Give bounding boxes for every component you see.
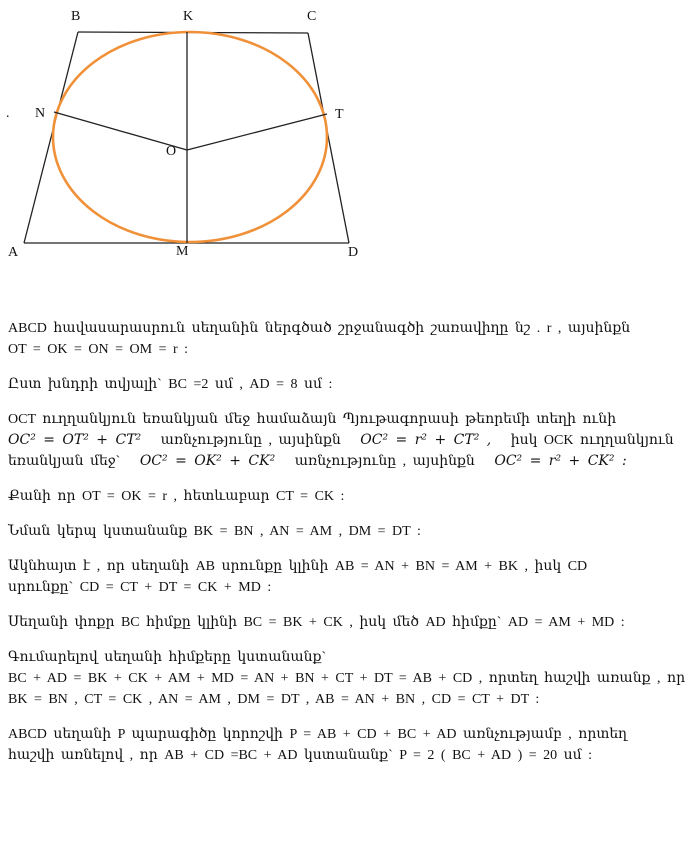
- radius-ot: [187, 114, 327, 150]
- p6-line1: Ակնհայտ է , որ սեղանի AB սրունքը կլինի AB = AN + BN = AM + BK , իսկ CD: [8, 559, 588, 574]
- side-ab: [24, 32, 78, 243]
- inscribed-circle: [53, 32, 327, 242]
- paragraph-9: [8, 724, 688, 766]
- label-t: T: [335, 107, 344, 122]
- label-n: N: [35, 106, 46, 121]
- paragraph-1: [8, 318, 688, 360]
- geometry-figure: [0, 0, 693, 275]
- label-c: C: [307, 9, 317, 24]
- p8-line2: BC + AD = BK + CK + AM + MD = AN + BN + CT + DT = AB + CD , որտեղ հաշվի առանք , որ: [8, 671, 686, 686]
- solution-text: [8, 318, 688, 780]
- label-o: O: [166, 144, 177, 159]
- equation-oc-r-ct: OC² = r² + CT² ,: [360, 432, 492, 448]
- paragraph-6: [8, 556, 688, 598]
- label-k: K: [183, 9, 194, 24]
- equation-oc-r-ck: OC² = r² + CK² :: [494, 453, 627, 469]
- paragraph-3: [8, 409, 688, 472]
- p8-line3: BK = BN , CT = CK , AN = AM , DM = DT , AB = AN + BN , CD = CT + DT :: [8, 692, 540, 707]
- side-cd: [308, 33, 349, 243]
- p3-line3a: եռանկյան մեջ`: [8, 454, 121, 469]
- label-d: D: [348, 245, 359, 260]
- p3-line3: [8, 451, 688, 472]
- p3-line3b: առնչությունը , այսինքն: [294, 454, 475, 469]
- p3-line2b: իսկ OCK ուղղանկյուն: [510, 433, 674, 448]
- label-b: B: [71, 9, 81, 24]
- p3-line1: OCT ուղղանկյուն եռանկյան մեջ համաձայն Պյութագորասի թեորեմի տեղի ունի: [8, 412, 617, 427]
- p2-line: Ըստ խնդրի տվյալի` BC =2 սմ , AD = 8 սմ :: [8, 377, 333, 392]
- trapezoid-diagram: [0, 0, 693, 275]
- paragraph-8: [8, 647, 688, 710]
- paragraph-2: [8, 374, 688, 395]
- p7-line: Սեղանի փոքր BC հիմքը կլինի BC = BK + CK , իսկ մեծ AD հիմքը` AD = AM + MD :: [8, 615, 625, 630]
- paragraph-4: [8, 486, 688, 507]
- p9-line1: ABCD սեղանի P պարագիծը կորոշվի P = AB + CD + BC + AD առնչությամբ , որտեղ: [8, 727, 628, 742]
- label-m: M: [176, 244, 189, 259]
- paragraph-5: [8, 521, 688, 542]
- p3-line2a: առնչությունը , այսինքն: [160, 433, 341, 448]
- label-dot: .: [6, 106, 10, 121]
- p1-line2: OT = OK = ON = OM = r :: [8, 342, 189, 357]
- p3-line2: [8, 430, 688, 451]
- p8-line1: Գումարելով սեղանի հիմքերը կստանանք`: [8, 650, 327, 665]
- p5-line: Նման կերպ կստանանք BK = BN , AN = AM , DM = DT :: [8, 524, 421, 539]
- equation-oc-ok-ck: OC² = OK² + CK²: [139, 453, 276, 469]
- p9-line2: հաշվի առնելով , որ AB + CD =BC + AD կստանանք` P = 2 ( BC + AD ) = 20 սմ :: [8, 748, 593, 763]
- equation-oc-ot-ct: OC² = OT² + CT²: [8, 432, 142, 448]
- p1-line1: ABCD հավասարասրուն սեղանին ներգծած շրջանագծի շառավիղը նշ . r , այսինքն: [8, 321, 631, 336]
- p6-line2: սրունքը` CD = CT + DT = CK + MD :: [8, 580, 272, 595]
- label-a: A: [8, 245, 19, 260]
- paragraph-7: [8, 612, 688, 633]
- p4-line: Քանի որ OT = OK = r , հետևաբար CT = CK :: [8, 489, 345, 504]
